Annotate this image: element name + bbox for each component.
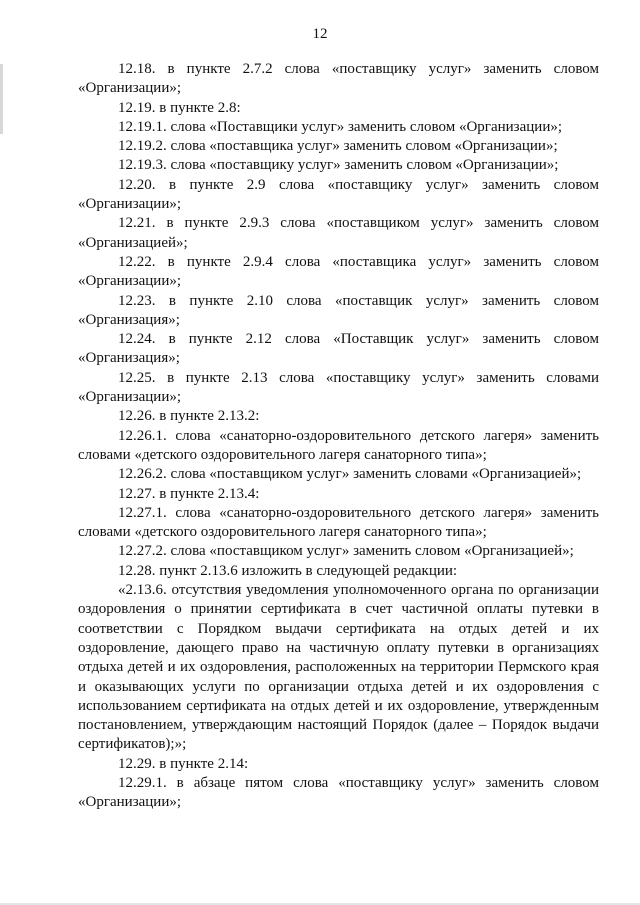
- paragraph-12-20: 12.20. в пункте 2.9 слова «поставщику услуг» заменить словом «Организации»;: [78, 176, 599, 213]
- paragraph-12-29: 12.29. в пункте 2.14:: [118, 755, 249, 772]
- paragraph-12-19-1: 12.19.1. слова «Поставщики услуг» заменить словом «Организации»;: [118, 118, 563, 135]
- scan-edge-mark: [0, 64, 3, 134]
- paragraph-12-26-2: 12.26.2. слова «поставщиком услуг» заменить словами «Организацией»;: [118, 466, 582, 483]
- paragraph-12-19-2: 12.19.2. слова «поставщика услуг» заменить словом «Организации»;: [118, 138, 558, 155]
- paragraph-12-27-1: 12.27.1. слова «санаторно-оздоровительного детского лагеря» заменить словами «детского оздоровительного лагеря санаторного типа»;: [78, 504, 599, 541]
- paragraph-12-29-1: 12.29.1. в абзаце пятом слова «поставщику услуг» заменить словом «Организации»;: [78, 774, 599, 811]
- paragraph-12-25: 12.25. в пункте 2.13 слова «поставщику услуг» заменить словами «Организации»;: [78, 369, 599, 406]
- paragraph-12-28: 12.28. пункт 2.13.6 изложить в следующей редакции:: [118, 562, 458, 579]
- paragraph-12-19-3: 12.19.3. слова «поставщику услуг» заменить словом «Организации»;: [118, 157, 559, 174]
- paragraph-12-24: 12.24. в пункте 2.12 слова «Поставщик услуг» заменить словом «Организация»;: [78, 331, 599, 367]
- paragraph-12-21: 12.21. в пункте 2.9.3 слова «поставщиком услуг» заменить словом «Организацией»;: [78, 215, 599, 251]
- paragraph-12-27: 12.27. в пункте 2.13.4:: [118, 485, 260, 502]
- paragraph-2-13-6-text: «2.13.6. отсутствия уведомления уполномоченного органа по организации оздоровления о принятии сертификата в счет частичной оплаты путевки в соответствии с Порядком выдачи сертификата на отдых детей и их оздоровление, дающего право на частичную оплату путевки в организациях отдыха детей и их оздоровления, расположенных на территории Пермского края и оказывающих услуги по организации отдыха детей и их оздоровления с использованием сертификата на отдых детей и их оздоровление, утвержденным постановлением, утверждающим настоящий Порядок (далее – Порядок выдачи сертификатов);»;: [78, 582, 599, 753]
- paragraph-12-26: 12.26. в пункте 2.13.2:: [118, 408, 260, 425]
- paragraph-12-19: 12.19. в пункте 2.8:: [118, 99, 241, 116]
- paragraph-12-26-1: 12.26.1. слова «санаторно-оздоровительного детского лагеря» заменить словами «детского оздоровительного лагеря санаторного типа»;: [78, 427, 599, 463]
- paragraph-12-27-2: 12.27.2. слова «поставщиком услуг» заменить словом «Организацией»;: [118, 543, 574, 560]
- paragraph-12-23: 12.23. в пункте 2.10 слова «поставщик услуг» заменить словом «Организация»;: [78, 292, 599, 328]
- document-body: [78, 60, 599, 813]
- paragraph-12-18: 12.18. в пункте 2.7.2 слова «поставщику услуг» заменить словом «Организации»;: [78, 61, 599, 97]
- page-number: 12: [312, 26, 328, 42]
- paragraph-12-22: 12.22. в пункте 2.9.4 слова «поставщика услуг» заменить словом «Организации»;: [78, 253, 599, 290]
